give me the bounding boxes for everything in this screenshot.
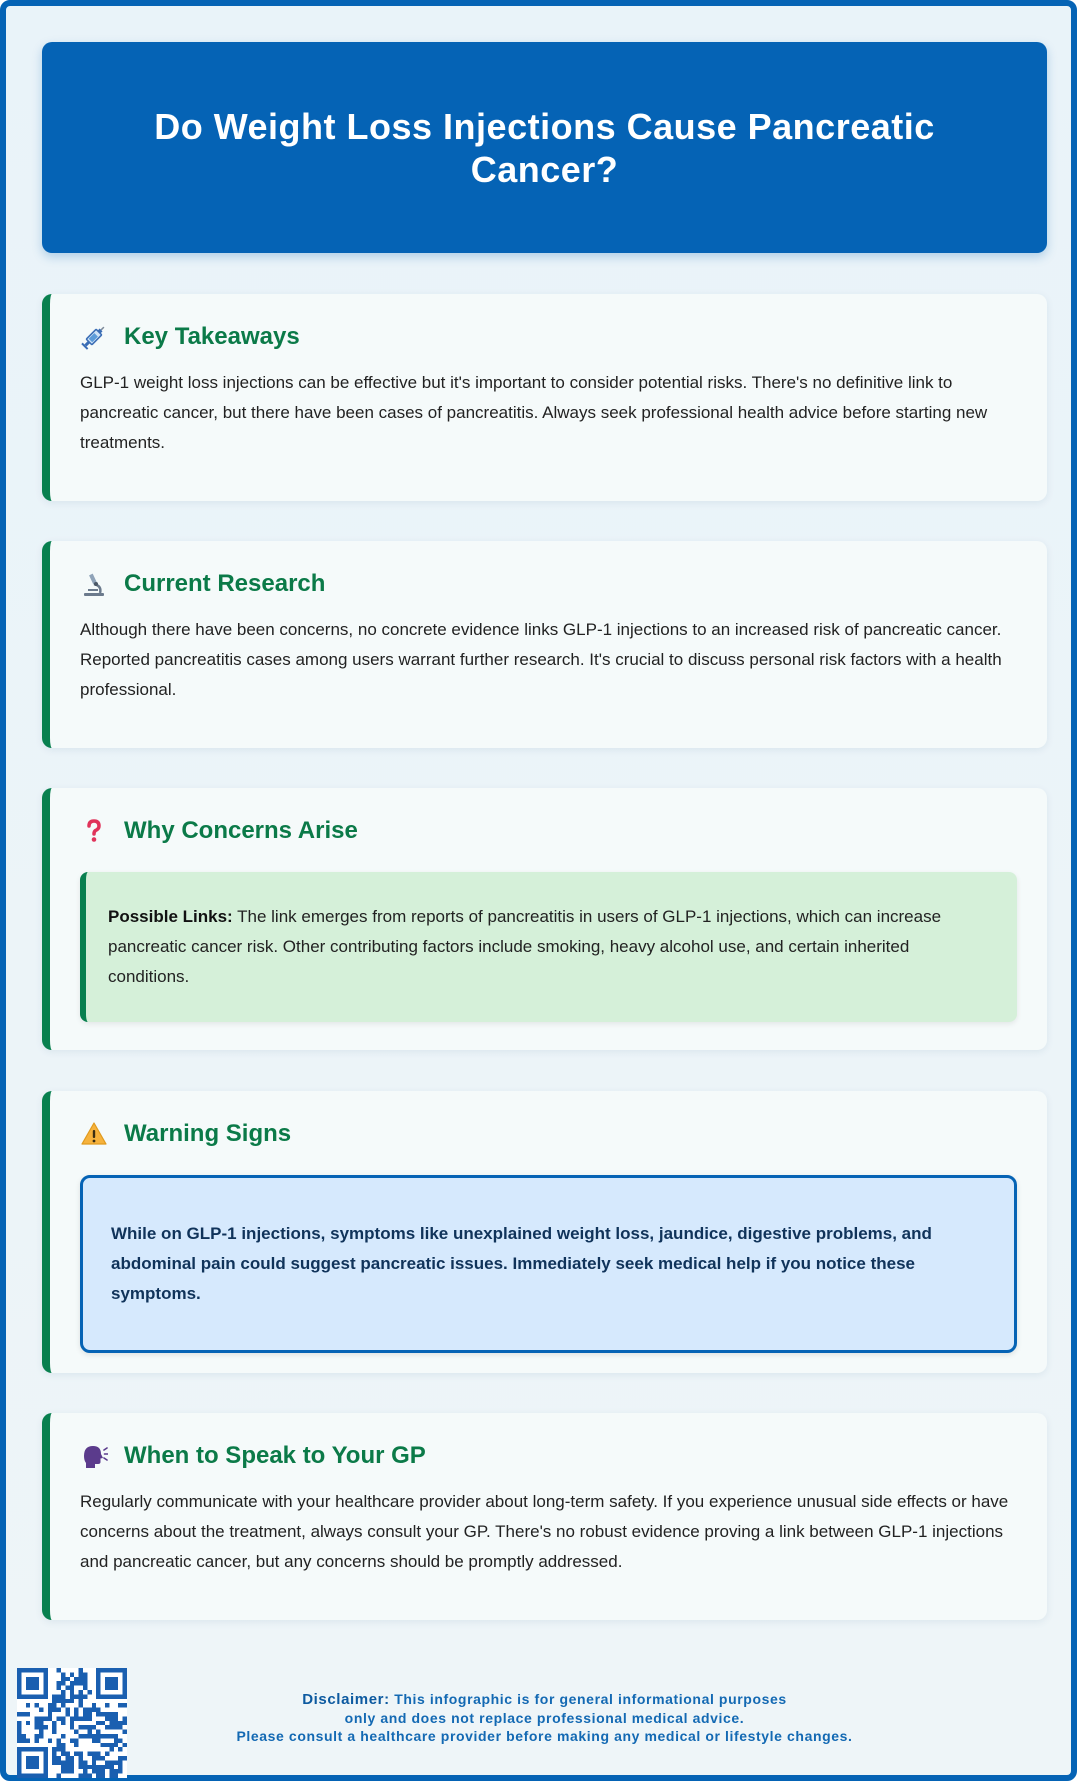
why-concerns-card [42,788,1047,1050]
disclaimer-line-3: Please consult a healthcare provider before making any medical or lifestyle changes. [236,1728,853,1744]
warning-signs-card [42,1091,1047,1373]
syringe-icon [80,323,108,351]
key-takeaways-card [42,294,1047,501]
warning-icon [80,1120,108,1148]
section-title: Why Concerns Arise [124,817,358,844]
speak-to-gp-card [42,1413,1047,1620]
current-research-card [42,541,1047,748]
possible-links-label: Possible Links: [108,907,233,926]
card-header [80,1115,1017,1153]
qr-code-icon[interactable] [17,1668,127,1778]
question-mark-icon [80,817,108,845]
disclaimer-line-1: This infographic is for general informational purposes [389,1691,787,1707]
section-text: Regularly communicate with your healthcare provider about long-term safety. If you experience unusual side effects or have concerns about the treatment, always consult your GP. There's no robust evidence proving a link between GLP-1 injections and pancreatic cancer, but any concerns should be promptly addressed. [80,1492,1009,1571]
disclaimer-line-2: only and does not replace professional medical advice. [344,1710,745,1726]
section-title: Key Takeaways [124,323,300,350]
card-header [80,812,1017,850]
card-header [80,565,1017,603]
microscope-icon [80,570,108,598]
section-title: When to Speak to Your GP [124,1442,426,1469]
disclaimer [146,1690,943,1745]
speaking-head-icon [80,1442,108,1470]
section-text: GLP-1 weight loss injections can be effective but it's important to consider potential risks. There's no definitive link to pancreatic cancer, but there have been cases of pancreatitis. Always seek professional health advice before starting new treatments. [80,373,988,452]
warning-box: While on GLP-1 injections, symptoms like unexplained weight loss, jaundice, digestive problems, and abdominal pain could suggest pancreatic issues. Immediately seek medical help if you notice these symptoms. [80,1175,1017,1353]
header-banner [42,42,1047,253]
section-title: Current Research [124,570,326,597]
possible-links-box [80,872,1017,1022]
possible-links-text: The link emerges from reports of pancreatitis in users of GLP-1 injections, which can increase pancreatic cancer risk. Other contributing factors include smoking, heavy alcohol use, and certain inherited conditions. [108,907,942,986]
card-header [80,1437,1017,1475]
page-title: Do Weight Loss Injections Cause Pancreatic Cancer? [154,105,935,190]
section-text: Although there have been concerns, no concrete evidence links GLP-1 injections to an increased risk of pancreatic cancer. Reported pancreatitis cases among users warrant further research. It's crucial to discuss personal risk factors with a health professional. [80,620,1002,699]
card-header [80,318,1017,356]
section-title: Warning Signs [124,1120,292,1147]
footer [6,1656,1077,1781]
disclaimer-label: Disclaimer: [302,1691,390,1708]
